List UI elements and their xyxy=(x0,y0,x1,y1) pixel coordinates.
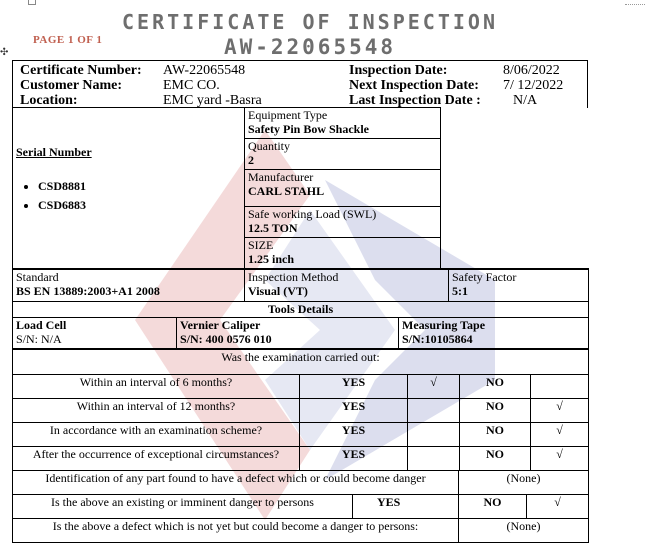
table-row xyxy=(13,519,589,543)
no-check-mark: √ xyxy=(531,399,589,423)
serial-number-item: • CSD8881 xyxy=(38,177,241,196)
yes-label: YES xyxy=(300,399,408,423)
examination-question: After the occurrence of exceptional circumstances? xyxy=(13,447,300,471)
certificate-code-title: AW-22065548 xyxy=(223,35,397,59)
size-cell xyxy=(245,238,441,269)
customer-name-value: EMC CO. xyxy=(163,78,220,93)
no-label: NO xyxy=(460,399,531,423)
margin-line xyxy=(625,4,645,5)
table-row xyxy=(13,471,589,495)
document-title: CERTIFICATE OF INSPECTION xyxy=(121,10,499,34)
danger-check-mark: √ xyxy=(527,495,589,519)
no-check-mark xyxy=(531,375,589,399)
certificate-number-value: AW-22065548 xyxy=(163,63,246,78)
vernier-caliper-value: S/N: 400 0576 010 xyxy=(180,332,272,346)
serial-number-list xyxy=(16,177,241,215)
quantity-label: Quantity xyxy=(248,139,290,153)
table-row xyxy=(13,495,589,519)
yes-check-mark: √ xyxy=(408,375,460,399)
table-row xyxy=(13,375,589,399)
equipment-type-value: Safety Pin Bow Shackle xyxy=(248,122,370,136)
table-row xyxy=(13,399,589,423)
examination-question: Within an interval of 6 months? xyxy=(13,375,300,399)
danger-question: Is the above an existing or imminent danger to persons xyxy=(13,495,353,519)
table-row xyxy=(13,447,589,471)
safety-factor-label: Safety Factor xyxy=(452,270,517,284)
load-cell-cell xyxy=(13,318,177,349)
measuring-tape-cell xyxy=(399,318,589,349)
serial-number-label: Serial Number xyxy=(16,145,92,159)
inspection-method-label: Inspection Method xyxy=(248,270,339,284)
yes-label: YES xyxy=(300,375,408,399)
yes-label: YES xyxy=(300,447,408,471)
tools-table xyxy=(12,301,589,349)
yes-check-mark xyxy=(408,399,460,423)
swl-label: Safe working Load (SWL) xyxy=(248,207,377,221)
location-label: Location: xyxy=(20,93,78,108)
vernier-caliper-label: Vernier Caliper xyxy=(180,318,261,332)
examination-table xyxy=(12,349,589,471)
manufacturer-label: Manufacturer xyxy=(248,170,314,184)
no-label: NO xyxy=(460,375,531,399)
tools-details-title: Tools Details xyxy=(13,302,589,318)
inspection-method-cell xyxy=(245,270,449,302)
last-inspection-date-value: N/A xyxy=(513,93,538,108)
inspection-date-value: 8/06/2022 xyxy=(503,63,560,78)
serial-number-item: • CSD6883 xyxy=(38,196,241,215)
equipment-type-cell xyxy=(245,108,441,139)
yes-label: YES xyxy=(300,423,408,447)
size-label: SIZE xyxy=(248,238,274,252)
table-row xyxy=(13,423,589,447)
examination-question: Within an interval of 12 months? xyxy=(13,399,300,423)
customer-name-label: Customer Name: xyxy=(20,78,122,93)
defects-table xyxy=(12,470,589,543)
yes-check-mark xyxy=(408,423,460,447)
danger-yes-label: YES xyxy=(353,495,459,519)
next-inspection-date-label: Next Inspection Date: xyxy=(349,78,479,93)
examination-question: In accordance with an examination scheme? xyxy=(13,423,300,447)
standard-value: BS EN 13889:2003+A1 2008 xyxy=(16,284,160,298)
table-move-handle[interactable]: ✣ xyxy=(0,47,9,58)
no-label: NO xyxy=(460,447,531,471)
no-label: NO xyxy=(460,423,531,447)
load-cell-label: Load Cell xyxy=(16,318,67,332)
standard-cell xyxy=(13,270,245,302)
certificate-number-label: Certificate Number: xyxy=(20,63,142,78)
measuring-tape-value: S/N:10105864 xyxy=(402,332,473,346)
location-value: EMC yard -Basra xyxy=(163,93,262,108)
standard-table xyxy=(12,269,589,302)
future-danger-question: Is the above a defect which is not yet but could become a danger to persons: xyxy=(13,519,459,543)
examination-title: Was the examination carried out: xyxy=(13,350,589,375)
blank-cell xyxy=(441,108,589,269)
inspection-method-value: Visual (VT) xyxy=(248,284,308,298)
defect-identification-answer: (None) xyxy=(459,471,589,495)
manufacturer-cell xyxy=(245,170,441,207)
equipment-type-label: Equipment Type xyxy=(248,108,328,122)
defect-identification-question: Identification of any part found to have a defect which or could become danger xyxy=(13,471,459,495)
safety-factor-cell xyxy=(449,270,589,302)
page-label: PAGE 1 OF 1 xyxy=(33,34,103,46)
swl-value: 12.5 TON xyxy=(248,221,298,235)
yes-check-mark xyxy=(408,447,460,471)
page-corner-mark xyxy=(28,0,36,5)
future-danger-answer: (None) xyxy=(459,519,589,543)
swl-cell xyxy=(245,207,441,238)
last-inspection-date-label: Last Inspection Date : xyxy=(349,93,481,108)
safety-factor-value: 5:1 xyxy=(452,284,468,298)
equipment-table xyxy=(12,107,589,269)
no-check-mark: √ xyxy=(531,447,589,471)
quantity-cell xyxy=(245,139,441,170)
quantity-value: 2 xyxy=(248,153,254,167)
no-check-mark: √ xyxy=(531,423,589,447)
inspection-date-label: Inspection Date: xyxy=(349,63,448,78)
next-inspection-date-value: 7/ 12/2022 xyxy=(503,78,564,93)
danger-no-label: NO xyxy=(459,495,527,519)
standard-label: Standard xyxy=(16,270,59,284)
load-cell-value: S/N: N/A xyxy=(16,332,62,346)
measuring-tape-label: Measuring Tape xyxy=(402,318,486,332)
manufacturer-value: CARL STAHL xyxy=(248,184,325,198)
size-value: 1.25 inch xyxy=(248,252,295,266)
vernier-caliper-cell xyxy=(177,318,399,349)
serial-number-cell xyxy=(13,108,245,269)
certificate-header xyxy=(12,60,588,108)
